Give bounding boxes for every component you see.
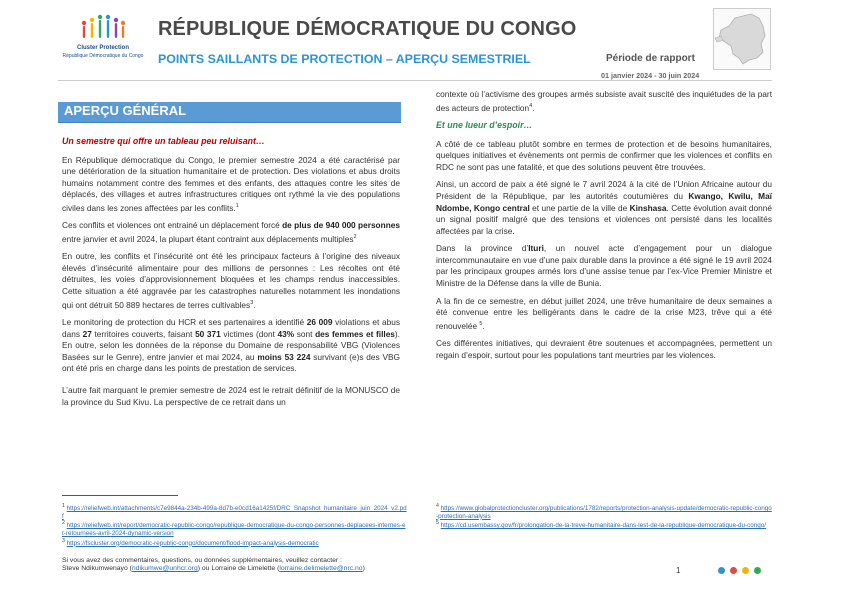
footnote-ref[interactable]: 3: [250, 299, 254, 306]
email-link-1[interactable]: ndikumwe@unhcr.org: [131, 565, 198, 573]
drc-map-icon: [713, 8, 771, 70]
dot-icon: [730, 567, 737, 574]
page-title: RÉPUBLIQUE DÉMOCRATIQUE DU CONGO: [158, 18, 577, 40]
dot-icon: [718, 567, 725, 574]
paragraph: En outre, les conflits et l’insécurité ont été les principaux facteurs à l’origine des niveaux élevés d’insécurité alimentaire pour des millions de personnes : Les récoltes ont été détruites, les voies d’approvisionnement bloquées et les champs rendus inaccessibles. Cette situation a été aggravée par les catastrophes naturelles notamment les inondations qui ont détruit 50 889 hectares de terres cultivables$^3$.: [62, 251, 400, 310]
footnote-ref[interactable]: 1: [235, 202, 239, 209]
section-title: APERÇU GÉNÉRAL: [64, 103, 187, 118]
paragraph: contexte où l’activisme des groupes armés subsiste avait suscité des inquiétudes de la part des acteurs de protection$^4$.: [436, 89, 772, 113]
people-icon: [78, 14, 128, 44]
footnote-link[interactable]: https://reliefweb.int/attachments/c7e9844a-234b-499a-8d7b-e0cd16a1425f/DRC_Snapshot_humanitaire_juin_2024_v2.pdf: [62, 505, 407, 520]
email-link-2[interactable]: lorraine.delimelette@nrc.no: [279, 565, 363, 573]
footnote-2: $^2$ https://reliefweb.int/report/democratic-republic-congo/republique-democratique-du-congo-personnes-deplacees-internes-et-retournees-avril-2024-dynamic-version: [62, 520, 406, 537]
page-subtitle: POINTS SAILLANTS DE PROTECTION – APERÇU SEMESTRIEL: [158, 52, 531, 66]
contact-intro: Si vous avez des commentaires, questions, ou données supplémentaires, veuillez contacter :: [62, 557, 342, 564]
left-column: [62, 136, 400, 414]
logo-subtitle: République Démocratique du Congo: [62, 53, 144, 59]
page-number: 1: [676, 566, 681, 575]
dot-icon: [742, 567, 749, 574]
footnote-1: $^1$ https://reliefweb.int/attachments/c7e9844a-234b-499a-8d7b-e0cd16a1425f/DRC_Snapshot_humanitaire_juin_2024_v2.pdf: [62, 503, 407, 520]
footnote-4: $^4$ https://www.globalprotectioncluster.org/publications/1782/reports/protection-analysis-update/democratic-republic-congo-protection-analysis: [436, 503, 772, 520]
paragraph: Ces différentes initiatives, qui devraient être soutenues et accompagnées, permettent un regain d’espoir, surtout pour les populations tant meurtries par les violences.: [436, 338, 772, 360]
footnotes-right: [436, 503, 772, 530]
logo-name: Cluster Protection: [76, 45, 129, 51]
left-lead: Un semestre qui offre un tableau peu reluisant…: [62, 136, 265, 146]
period-label: Période de rapport: [606, 53, 695, 64]
header-divider: [58, 80, 772, 81]
footnotes-left: [62, 503, 407, 547]
right-lead: Et une lueur d’espoir…: [436, 119, 533, 130]
footnote-link[interactable]: https://reliefweb.int/report/democratic-republic-congo/republique-democratique-du-congo-personnes-deplacees-internes-et-retournees-avril-2024-dynamic-version: [62, 522, 406, 537]
paragraph: Dans la province d’Ituri, un nouvel acte d’engagement pour un dialogue intercommunautaire en vue d’une paix durable dans la province a été signé le 19 avril 2024 par les principaux groupes armés lors d’une assise tenue par l’ex-Vice Premier Ministre et Ministre de la Défense dans la ville de Bunia.: [436, 243, 772, 289]
period-dates: 01 janvier 2024 - 30 juin 2024: [601, 71, 700, 80]
paragraph: A la fin de ce semestre, en début juillet 2024, une trêve humanitaire de deux semaines a été convenue entre les belligérants dans le cadre de la crise M23, trêve qui a été renouvelée $^5$.: [436, 295, 772, 331]
footnote-link[interactable]: https://fscluster.org/democratic-republic-congo/document/flood-impact-analysis-democratic: [66, 539, 319, 547]
paragraph: En République démocratique du Congo, le premier semestre 2024 a été caractérisé par une détérioration de la situation humanitaire et de protection. Des violations et abus droits humains notamment contre des femmes et des enfants, des attaques contre les sites de déplacés, des villages et autres infrastructures critiques ont rythmé la vie des populations civiles dans les zones affectées par les conflits.$^1$: [62, 154, 400, 213]
paragraph: L’autre fait marquant le premier semestre de 2024 est le retrait définitif de la MONUSCO de la province du Sud Kivu. La perspective de ce retrait dans un: [62, 384, 400, 407]
footnote-ref[interactable]: 5: [479, 320, 483, 327]
paragraph: Le monitoring de protection du HCR et ses partenaires a identifié 26 009 violations et abus dans 27 territoires couverts, faisant 50 371 victimes (dont 43% sont des femmes et filles). En outre, selon les données de la réponse du Domaine de responsabilité VBG (Violences Basées sur le Genre), entre janvier et mai 2024, au moins 53 224 survivant (e)s des VBG ont été pris en charge dans les points de prestation de services.: [62, 317, 400, 374]
footnote-ref[interactable]: 4: [529, 102, 533, 109]
cluster-protection-logo: [58, 12, 148, 68]
contact-names: Steve Ndikumwenayo (ndikumwe@unhcr.org) ou Lorraine de Limelette (lorraine.delimelette@nrc.no): [62, 565, 365, 573]
paragraph: Ces conflits et violences ont entrainé un déplacement forcé de plus de 940 000 personnes entre janvier et avril 2024, la plupart étant contraint aux déplacements multiples$^2$: [62, 220, 400, 244]
footnote-divider: [62, 495, 178, 496]
footnote-3: $^3$ https://fscluster.org/democratic-republic-congo/document/flood-impact-analysis-democratic: [62, 537, 319, 547]
right-column: [436, 89, 772, 367]
dot-icon: [754, 567, 761, 574]
footnote-link[interactable]: https://cd.usembassy.gov/fr/prolongation-de-la-treve-humanitaire-dans-lest-de-la-republique-democratique-du-congo/: [440, 522, 767, 530]
paragraph: A côté de ce tableau plutôt sombre en termes de protection et de besoins humanitaires, quelques initiatives et évènements ont permis de confirmer que les violences et conflits en RDC ne sont pas une fatalité, et que des solutions peuvent être trouvées.: [436, 138, 772, 172]
brand-dots: [718, 567, 774, 575]
contact-info: [62, 557, 462, 574]
footnote-ref[interactable]: 2: [353, 233, 357, 240]
paragraph: Ainsi, un accord de paix a été signé le 7 avril 2024 à la cité de l’Union Africaine autour du Président de la République, par les autorités coutumières du Kwango, Kwilu, Maï Ndombe, Kongo central et une partie de la ville de Kinshasa. Cette évolution avait donné un signal positif malgré que des tensions et violences ont persisté dans les localités affectées par la crise.: [436, 179, 773, 236]
footnote-5: $^5$ https://cd.usembassy.gov/fr/prolongation-de-la-treve-humanitaire-dans-lest-de-la-republique-democratique-du-congo/: [436, 520, 767, 530]
footnote-link[interactable]: https://www.globalprotectioncluster.org/publications/1782/reports/protection-analysis-update/democratic-republic-congo-protection-analysis: [436, 505, 772, 520]
